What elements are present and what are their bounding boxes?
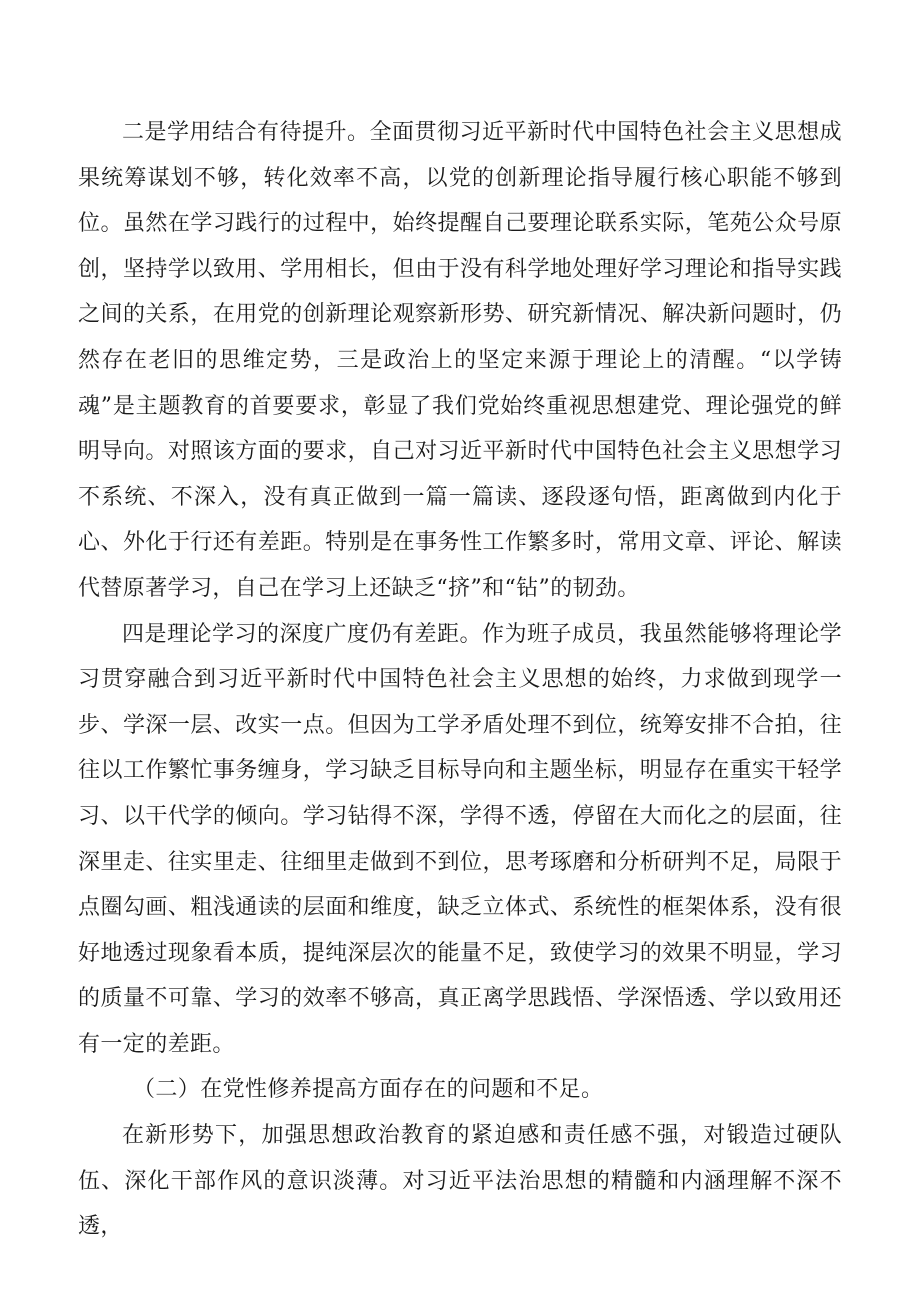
paragraph-study-application: 二是学用结合有待提升。全面贯彻习近平新时代中国特色社会主义思想成果统筹谋划不够，转化效率不高，以党的创新理论指导履行核心职能不够到位。虽然在学习践行的过程中，始终提醒自己要理论联系实际，笔苑公众号原创，坚持学以致用、学用相长，但由于没有科学地处理好学习理论和指导实践之间的关系，在用党的创新理论观察新形势、研究新情况、解决新问题时，仍然存在老旧的思维定势，三是政治上的坚定来源于理论上的清醒。“以学铸魂”是主题教育的首要要求，彰显了我们党始终重视思想建党、理论强党的鲜明导向。对照该方面的要求，自己对习近平新时代中国特色社会主义思想学习不系统、不深入，没有真正做到一篇一篇读、逐段逐句悟，距离做到内化于心、外化于行还有差距。特别是在事务性工作繁多时，常用文章、评论、解读代替原著学习，自己在学习上还缺乏“挤”和“钻”的韧劲。 (78, 120, 842, 601)
paragraph-new-situation: 在新形势下，加强思想政治教育的紧迫感和责任感不强，对锻造过硬队伍、深化干部作风的意识淡薄。对习近平法治思想的精髓和内涵理解不深不透， (78, 1123, 842, 1240)
paragraph-theory-depth: 四是理论学习的深度广度仍有差距。作为班子成员，我虽然能够将理论学习贯穿融合到习近平新时代中国特色社会主义思想的始终，力求做到现学一步、学深一层、改实一点。但因为工学矛盾处理不到位，统筹安排不合拍，往往以工作繁忙事务缠身，学习缺乏目标导向和主题坐标，明显存在重实干轻学习、以干代学的倾向。学习钻得不深，学得不透，停留在大而化之的层面，往深里走、往实里走、往细里走做到不到位，思考琢磨和分析研判不足，局限于点圈勾画、粗浅通读的层面和维度，缺乏立体式、系统性的框架体系，没有很好地透过现象看本质，提纯深层次的能量不足，致使学习的效果不明显，学习的质量不可靠、学习的效率不够高，真正离学思践悟、学深悟透、学以致用还有一定的差距。 (78, 621, 842, 1057)
section-heading-party-spirit: （二）在党性修养提高方面存在的问题和不足。 (133, 1077, 604, 1103)
document-body (78, 110, 842, 1250)
